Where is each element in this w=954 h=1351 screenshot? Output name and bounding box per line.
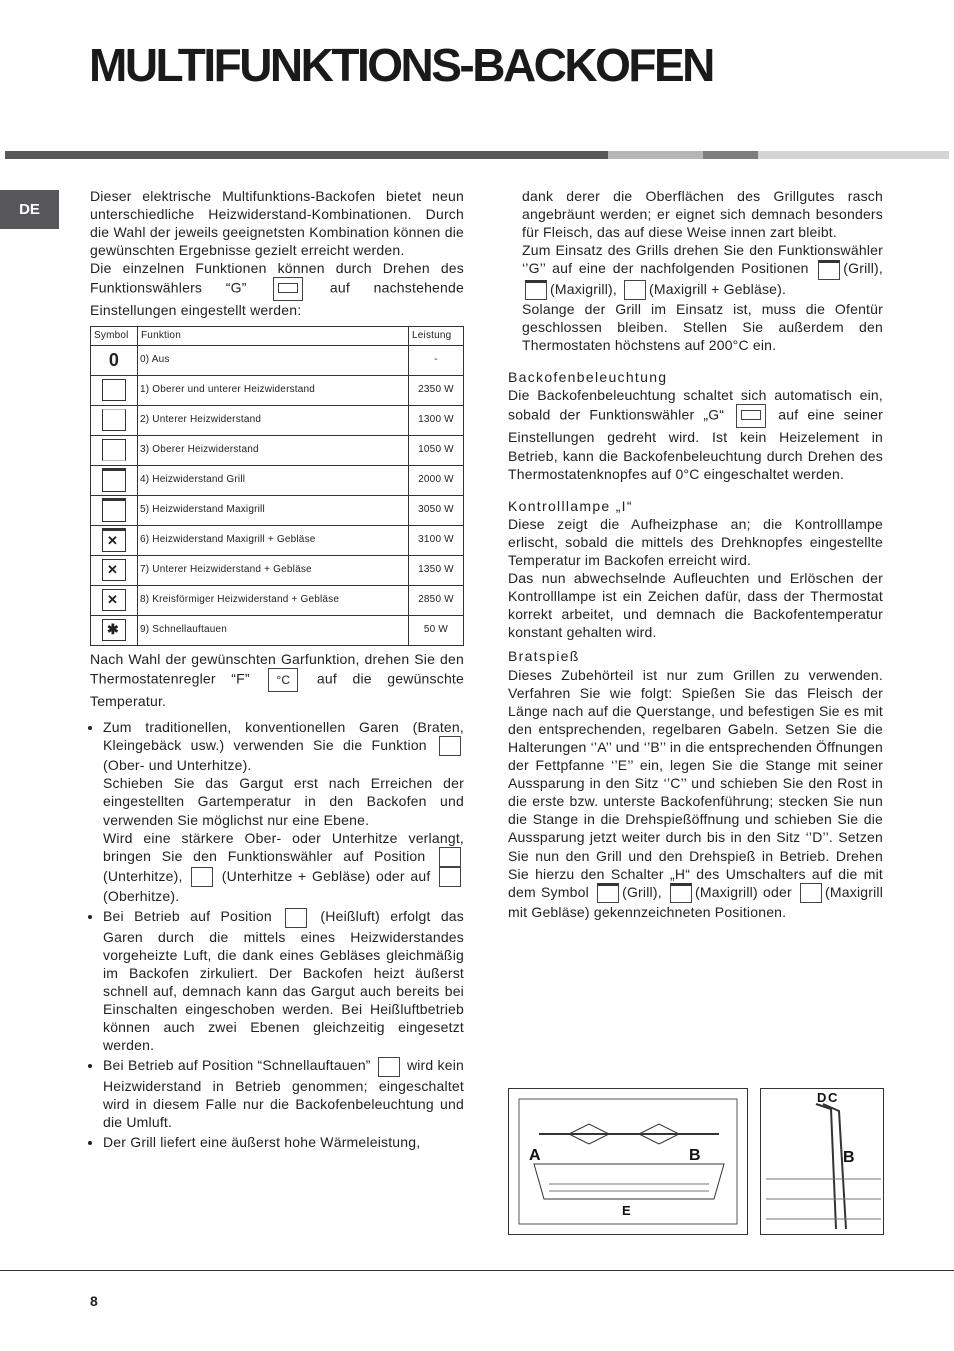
page-number: 8 [90,1293,98,1309]
maxigrill-fan-icon [800,883,822,903]
table-row [91,555,464,585]
table-row [91,435,464,465]
paragraph: Dieses Zubehörteil ist nur zum Grillen zu verwenden. Verfahren Sie wie folgt: Spießen Sie das Fleisch der Länge nach auf die Querstange, und befestigen Sie es mit den entsprechenden, regelbaren Gabeln. Setzen Sie die Halterungen ‘’A’’ und ‘’B’’ in die entsprechenden Öffnungen der Fettpfanne ‘’E’’ ein, legen Sie die Stange mit seiner Aussparung in den Sitz ‘’C’’ und schieben Sie den Rost in die erste bzw. unterste Backofenführung; stecken Sie nun die Stange in die Drehspießöffnung und schieben Sie die Aussparung jetzt weiter durch bis in den Sitz ‘’D’’. Setzen Sie nun den Grill und den Drehspieß in Betrieb. Drehen Sie hierzu den Schalter „H“ des Umschalters auf die mit dem Symbol (Grill), (Maxigrill) oder (Maxigrill mit Gebläse) gekennzeichneten Positionen. [508,666,884,920]
page-title: MULTIFUNKTIONS-BACKOFEN [89,39,713,91]
section-heading: Backofenbeleuchtung [508,369,668,386]
table-row [91,495,464,525]
list-item: • Zum traditionellen, konventionellen Garen (Braten, Kleingebäck usw.) verwenden Sie die Funktion (Ober- und Unterhitze). Schieben Sie das Gargut erst nach Erreichen der eingestellten Gartemperatur in den Backofen und verwenden Sie möglichst nur eine Ebene. Wird eine stärkere Ober- oder Unterhitze verlangt, bringen Sie den Funktionswähler auf Position (Unterhitze), (Unterhitze + Gebläse) oder auf (Oberhitze). [103,718,464,906]
power-cell: 3100 W [409,525,464,555]
function-cell: 9) Schnellauftauen [138,615,409,645]
bottom-fan-icon [191,867,213,887]
paragraph: Zum Einsatz des Grills drehen Sie den Funktionswähler ‘’G’’ auf eine der nachfolgenden Positionen (Grill), (Maxigrill), (Maxigrill + Gebläse). [508,241,883,300]
paragraph: Solange der Grill im Einsatz ist, muss die Ofentür geschlossen bleiben. Stellen Sie außerdem den Thermostaten höchstens auf 200°C ein. [522,300,883,354]
maxigrill-icon [525,280,547,300]
function-cell: 0) Aus [138,345,409,375]
function-cell: 5) Heizwiderstand Maxigrill [138,495,409,525]
grill-icon [597,883,619,903]
left-column [90,187,464,1153]
label-c: C [828,1090,838,1105]
header-rule [703,151,758,159]
section-heading: Kontrolllampe „I“ [508,497,633,514]
power-cell: 2850 W [409,585,464,615]
bottom-fan-icon [102,559,126,581]
bottom-heat-icon [439,847,461,867]
power-cell: 50 W [409,615,464,645]
selector-icon [736,404,766,428]
power-cell: 2000 W [409,465,464,495]
table-header: Symbol [91,326,138,345]
top-bottom-heat-icon [102,379,126,401]
intro-paragraph: Dieser elektrische Multifunktions-Backofen bietet neun unterschiedliche Heizwiderstand-Kombinationen. Durch die Wahl der jeweils geeignetsten Kombination können die gewünschten Ergebnisse gezielt erreicht werden. [90,188,464,259]
circular-fan-icon [102,589,126,611]
list-item: • Der Grill liefert eine äußerst hohe Wärmeleistung, [103,1133,464,1151]
defrost-icon [378,1057,400,1077]
maxigrill-icon [102,498,126,522]
table-row [91,615,464,645]
table-row [91,525,464,555]
power-cell: 1300 W [409,405,464,435]
header-rule [5,151,608,159]
maxigrill-icon [670,883,692,903]
function-cell: 1) Oberer und unterer Heizwiderstand [138,375,409,405]
selector-icon [273,277,303,301]
function-cell: 7) Unterer Heizwiderstand + Gebläse [138,555,409,585]
paragraph: Nach Wahl der gewünschten Garfunktion, drehen Sie den Thermostatenregler “F” °C auf die gewünschte Temperatur. [90,650,465,709]
function-cell: 4) Heizwiderstand Grill [138,465,409,495]
function-cell: 6) Heizwiderstand Maxigrill + Gebläse [138,525,409,555]
header-rule [758,151,949,159]
top-heat-icon [439,867,461,887]
paragraph: Die Backofenbeleuchtung schaltet sich automatisch ein, sobald der Funktionswähler „G“ auf eine seiner Einstellungen gedreht wird. Ist kein Heizelement in Betrieb, kann die Backofenbeleuchtung durch Drehen des Thermostatenknopfes auf 0°C eingeschaltet werden. [508,387,884,482]
defrost-icon [102,619,126,641]
fan-icon [285,908,307,928]
label-b: B [843,1149,855,1166]
power-cell: 3050 W [409,495,464,525]
symbol-cell: 0 [91,345,138,375]
bottom-heat-icon [102,409,126,431]
paragraph: Diese zeigt die Aufheizphase an; die Kontrolllampe erlischt, sobald die mittels des Drehknopfes eingestellte Temperatur im Backofen erreicht wird. [508,515,883,568]
function-cell: 8) Kreisförmiger Heizwiderstand + Gebläse [138,585,409,615]
label-b: B [689,1147,701,1164]
power-cell: - [409,345,464,375]
table-row [91,345,464,375]
list-item: • Bei Betrieb auf Position “Schnellauftauen” wird kein Heizwiderstand in Betrieb genommen; eingeschaltet wird in diesem Falle nur die Backofenbeleuchtung und die Umluft. [103,1056,464,1131]
list-item: • Bei Betrieb auf Position (Heißluft) erfolgt das Garen durch die mittels eines Heizwiderstandes vorgeheizte Luft, die dank eines Gebläses gleichmäßig im Backofen zirkuliert. Der Backofen heizt äußerst schnell auf, demnach kann das Gargut auch bereits bei Einschalten eingeschoben werden. Bei Heißluftbetrieb können auch zwei Ebenen gleichzeitig eingesetzt werden. [103,907,464,1054]
intro-paragraph: Die einzelnen Funktionen können durch Drehen des Funktionswählers “G” auf nachstehende Einstellungen eingestellt werden: [90,260,464,319]
footer-rule [0,1270,954,1271]
paragraph: Das nun abwechselnde Aufleuchten und Erlöschen der Kontrolllampe ist ein Zeichen dafür, dass der Thermostat korrekt arbeitet, und demnach die Backofentemperatur konstant gehalten wird. [508,570,883,641]
label-e: E [622,1203,631,1218]
rotisserie-detail-drawing [761,1089,883,1234]
power-cell: 1350 W [409,555,464,585]
table-row [91,405,464,435]
right-column [508,187,883,921]
rotisserie-detail-figure [760,1088,884,1235]
bullet-list [90,718,464,1151]
table-row [91,465,464,495]
label-a: A [529,1147,541,1164]
section-heading: Bratspieß [508,648,580,665]
grill-icon [102,468,126,492]
language-tab: DE [0,190,59,229]
maxigrill-fan-icon [624,280,646,300]
table-header: Leistung [409,326,464,345]
top-bottom-heat-icon [439,736,461,756]
table-row [91,585,464,615]
power-cell: 1050 W [409,435,464,465]
function-table [90,326,464,646]
label-d: D [817,1090,827,1105]
grill-icon [818,260,840,280]
table-row [91,375,464,405]
function-cell: 3) Oberer Heizwiderstand [138,435,409,465]
top-heat-icon [102,439,126,461]
header-rule [608,151,703,159]
rotisserie-figure [508,1088,748,1235]
power-cell: 2350 W [409,375,464,405]
table-header: Funktion [138,326,409,345]
paragraph: dank derer die Oberflächen des Grillgutes rasch angebräunt werden; er eignet sich demnach besonders für Fleisch, das auf diese Weise innen zart bleibt. [522,188,883,241]
maxigrill-fan-icon [102,528,126,552]
thermostat-icon: °C [268,668,298,692]
function-cell: 2) Unterer Heizwiderstand [138,405,409,435]
